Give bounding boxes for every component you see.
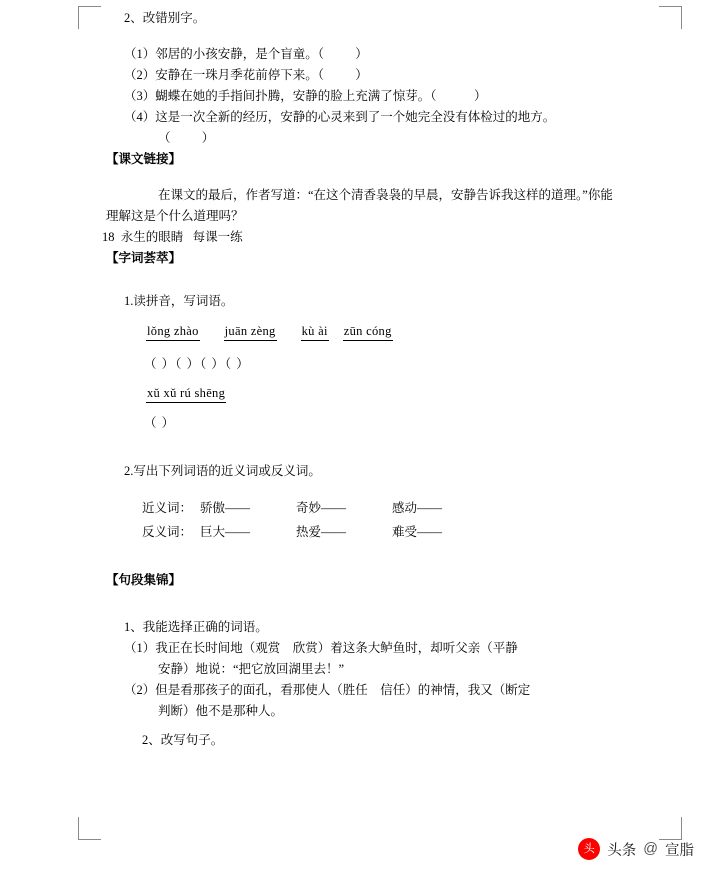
kewenlianjie-body-line-2: 理解这是个什么道理吗？ — [106, 209, 244, 223]
row-label-synonyms: 近义词： — [142, 501, 193, 515]
question-2-item-1: （1）邻居的小孩安静，是个盲童。（ ） — [124, 47, 368, 61]
question-1-choose-item-2-line-1: （2）但是看那孩子的面孔，看那使人（胜任 信任）的神情，我又（断定 — [124, 683, 531, 697]
table-row-antonyms — [142, 520, 666, 544]
question-2-item-3: （3）蝴蝶在她的手指间扑腾，安静的脸上充满了惊芽。（ ） — [124, 89, 487, 103]
synonym-word-2: 奇妙—— — [296, 501, 347, 515]
crop-mark-bottom-left — [78, 817, 101, 840]
section-heading-kewenlianjie: 【课文链接】 — [106, 152, 182, 166]
answer-brackets-row-2: （ ） — [144, 416, 176, 430]
question-1-choose-heading: 1、我能选择正确的词语。 — [124, 620, 268, 634]
crop-mark-top-left — [78, 6, 101, 29]
question-1-choose-item-1-line-2: 安静）地说：“把它放回湖里去！” — [158, 662, 345, 676]
brand-prefix: 头条 — [607, 842, 637, 859]
question-1-choose-item-2-line-2: 判断）他不是那种人。 — [158, 704, 284, 718]
question-2-rewrite-heading: 2、改写句子。 — [142, 733, 224, 747]
question-1-pinyin-heading: 1.读拼音，写词语。 — [124, 294, 234, 308]
toutiao-logo-icon: 头 — [578, 838, 600, 860]
antonym-word-1: 巨大—— — [200, 525, 251, 539]
kewenlianjie-body-line-1: 在课文的最后，作者写道：“在这个清香袅袅的早晨，安静告诉我这样的道理。”你能 — [158, 188, 613, 202]
answer-brackets-row-1: （ ）（ ）（ ）（ ） — [144, 357, 250, 371]
crop-mark-bottom-right — [659, 817, 682, 840]
pinyin-word-2: juān zèng — [224, 324, 277, 341]
antonym-word-3: 难受—— — [392, 525, 443, 539]
row-label-antonyms: 反义词： — [142, 525, 193, 539]
synonym-antonym-table — [106, 496, 666, 544]
question-2-synonyms-heading: 2.写出下列词语的近义词或反义词。 — [124, 464, 321, 478]
question-2-heading: 2、改错别字。 — [124, 11, 206, 25]
pinyin-word-1: lǒng zhào — [146, 324, 200, 341]
synonym-word-3: 感动—— — [392, 501, 443, 515]
pinyin-row-1 — [106, 324, 666, 341]
section-heading-juduanjijin: 【句段集锦】 — [106, 573, 182, 587]
brand-author-name: 宣脂 — [665, 842, 694, 859]
pinyin-row-2 — [106, 386, 666, 403]
question-2-item-4: （4）这是一次全新的经历，安静的心灵来到了一个她完全没有体检过的地方。 — [124, 110, 556, 124]
pinyin-word-3: kù ài — [301, 324, 329, 341]
brand-separator: @ — [643, 841, 658, 857]
question-2-item-4-answer-blank: （ ） — [158, 131, 215, 145]
question-2-item-2: （2）安静在一珠月季花前停下来。（ ） — [124, 68, 368, 82]
antonym-word-2: 热爱—— — [296, 525, 347, 539]
pinyin-word-5: xǔ xǔ rú shēng — [146, 386, 226, 403]
question-1-choose-item-1-line-1: （1）我正在长时间地（观赏 欣赏）着这条大鲈鱼时，却听父亲（平静 — [124, 641, 518, 655]
table-row-synonyms — [142, 496, 666, 520]
watermark-brand — [578, 838, 694, 860]
document-body — [102, 8, 666, 751]
pinyin-word-4: zūn cóng — [343, 324, 393, 341]
synonym-word-1: 骄傲—— — [200, 501, 251, 515]
section-heading-zicihuicui: 【字词荟萃】 — [106, 251, 182, 265]
lesson-title-18: 18 永生的眼睛 每课一练 — [102, 230, 243, 244]
